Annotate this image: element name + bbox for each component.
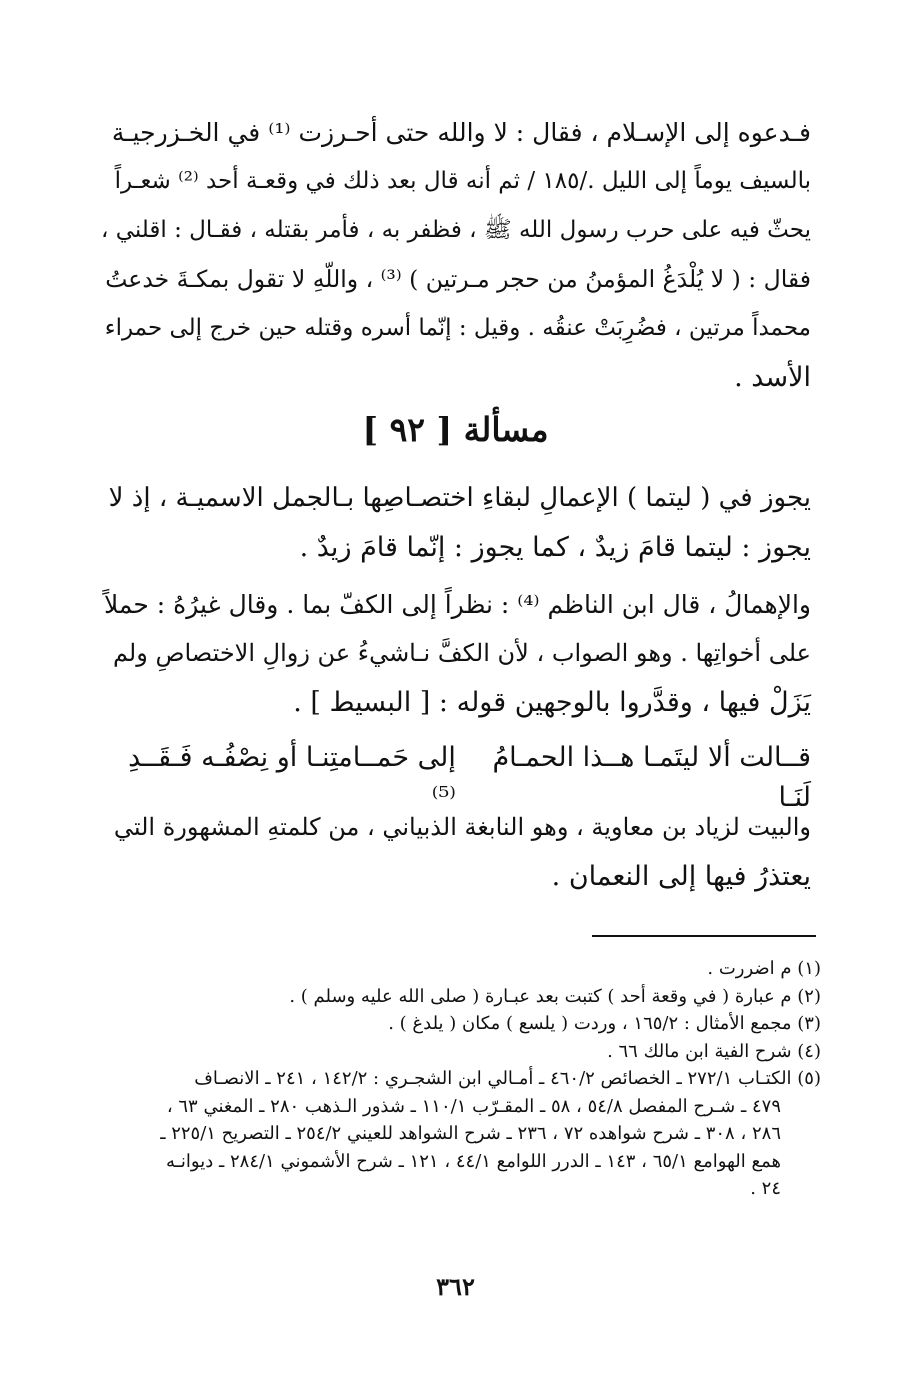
footnote: (٣) مجمع الأمثال : ١٦٥/٢ ، وردت ( يلسع ) مكان ( يلدغ ) . bbox=[388, 1013, 821, 1034]
text-line: الأسد . bbox=[734, 362, 811, 393]
paragraph-1 bbox=[100, 474, 811, 572]
footnote: (٤) شرح الفية ابن مالك ٦٦ . bbox=[607, 1040, 821, 1062]
text-line: فقال : ( لا يُلْدَغُ المؤمنُ من حجر مـرتين ) ⁽³⁾ ، واللّهِ لا تقول بمكـةَ خدعتُ bbox=[105, 265, 811, 293]
footnote-continuation: ٢٨٦ ، ٣٠٨ ـ شرح شواهده ٧٢ ، ٢٣٦ ـ شرح الشواهد للعيني ٢٥٤/٢ ـ التصريح ٢٢٥/١ ـ bbox=[160, 1123, 781, 1144]
footnote-continuation: همع الهوامع ٦٥/١ ، ١٤٣ ـ الدرر اللوامع ٤٤/١ ، ١٢١ ـ شرح الأشموني ٢٨٤/١ ـ ديوانـه bbox=[166, 1150, 781, 1172]
paragraph-3 bbox=[100, 803, 811, 901]
page-number: ٣٦٢ bbox=[436, 1272, 475, 1301]
text-line: يجوز : ليتما قامَ زيدٌ ، كما يجوز : إنّما قامَ زيدٌ . bbox=[299, 532, 811, 563]
intro-paragraph bbox=[100, 108, 811, 402]
text-line: على أخواتِها . وهو الصواب ، لأن الكفَّ نـاشيءُ عن زوالِ الاختصاصِ ولم bbox=[112, 639, 811, 667]
footnote-continuation: ٤٧٩ ـ شـرح المفصل ٥٤/٨ ، ٥٨ ـ المقـرّب ١١٠/١ ـ شذور الـذهب ٢٨٠ ـ المغني ٦٣ ، bbox=[166, 1095, 781, 1117]
footnote: (٢) م عبارة ( في وقعة أحد ) كتبت بعد عبـارة ( صلى الله عليه وسلم ) . bbox=[289, 985, 821, 1007]
text-line: بالسيف يوماً إلى الليل ./١٨٥ / ثم أنه قال بعد ذلك في وقعـة أحد ⁽²⁾ شعـراً bbox=[114, 168, 811, 194]
footnote-separator bbox=[592, 935, 816, 937]
text-line: يجوز في ( ليتما ) الإعمالِ لبقاءِ اختصـاصِها بـالجمل الاسميـة ، إذ لا bbox=[108, 483, 811, 513]
footnote-continuation: ٢٤ . bbox=[750, 1178, 781, 1199]
footnotes bbox=[100, 955, 821, 1203]
text-line: والإهمالُ ، قال ابن الناظم ⁽⁴⁾ : نظراً إلى الكفّ بما . وقال غيرُهُ : حملاً bbox=[103, 590, 811, 619]
footnote: (١) م اضررت . bbox=[707, 958, 821, 979]
text-line: والبيت لزياد بن معاوية ، وهو النابغة الذبياني ، من كلمتهِ المشهورة التي bbox=[113, 813, 811, 841]
text-line: محمداً مرتين ، فضُرِبَتْ عنقُه . وقيل : إنّما أسره وقتله حين خرج إلى حمراء bbox=[104, 315, 811, 341]
text-line: يَزَلْ فيها ، وقدَّروا بالوجهين قوله : [ البسيط ] . bbox=[293, 687, 811, 718]
verse-second-hemistich: إلى حَمــامتِنـا أو نِصْفُـه فَـقَــدِ ⁽⁵⁾ bbox=[128, 742, 456, 813]
verse-first-hemistich: قــالت ألا ليتَمـا هــذا الحمـامُ لَنَـا bbox=[492, 742, 811, 813]
text-line: فـدعوه إلى الإسـلام ، فقال : لا والله حتى أحـرزت ⁽¹⁾ في الخـزرجيـة bbox=[111, 118, 811, 147]
text-line: يعتذرُ فيها إلى النعمان . bbox=[551, 861, 811, 892]
section-heading: مسألة [ ٩٢ ] bbox=[362, 410, 549, 449]
paragraph-2 bbox=[100, 580, 811, 727]
text-line: يحثّ فيه على حرب رسول الله ﷺ ، فظفر به ، فأمر بقتله ، فقـال : اقلني ، bbox=[100, 217, 811, 243]
footnote: (٥) الكتـاب ٢٧٢/١ ـ الخصائص ٤٦٠/٢ ـ أمـالي ابن الشجـري : ١٤٢/٢ ، ٢٤١ ـ الانصـاف bbox=[194, 1068, 821, 1089]
